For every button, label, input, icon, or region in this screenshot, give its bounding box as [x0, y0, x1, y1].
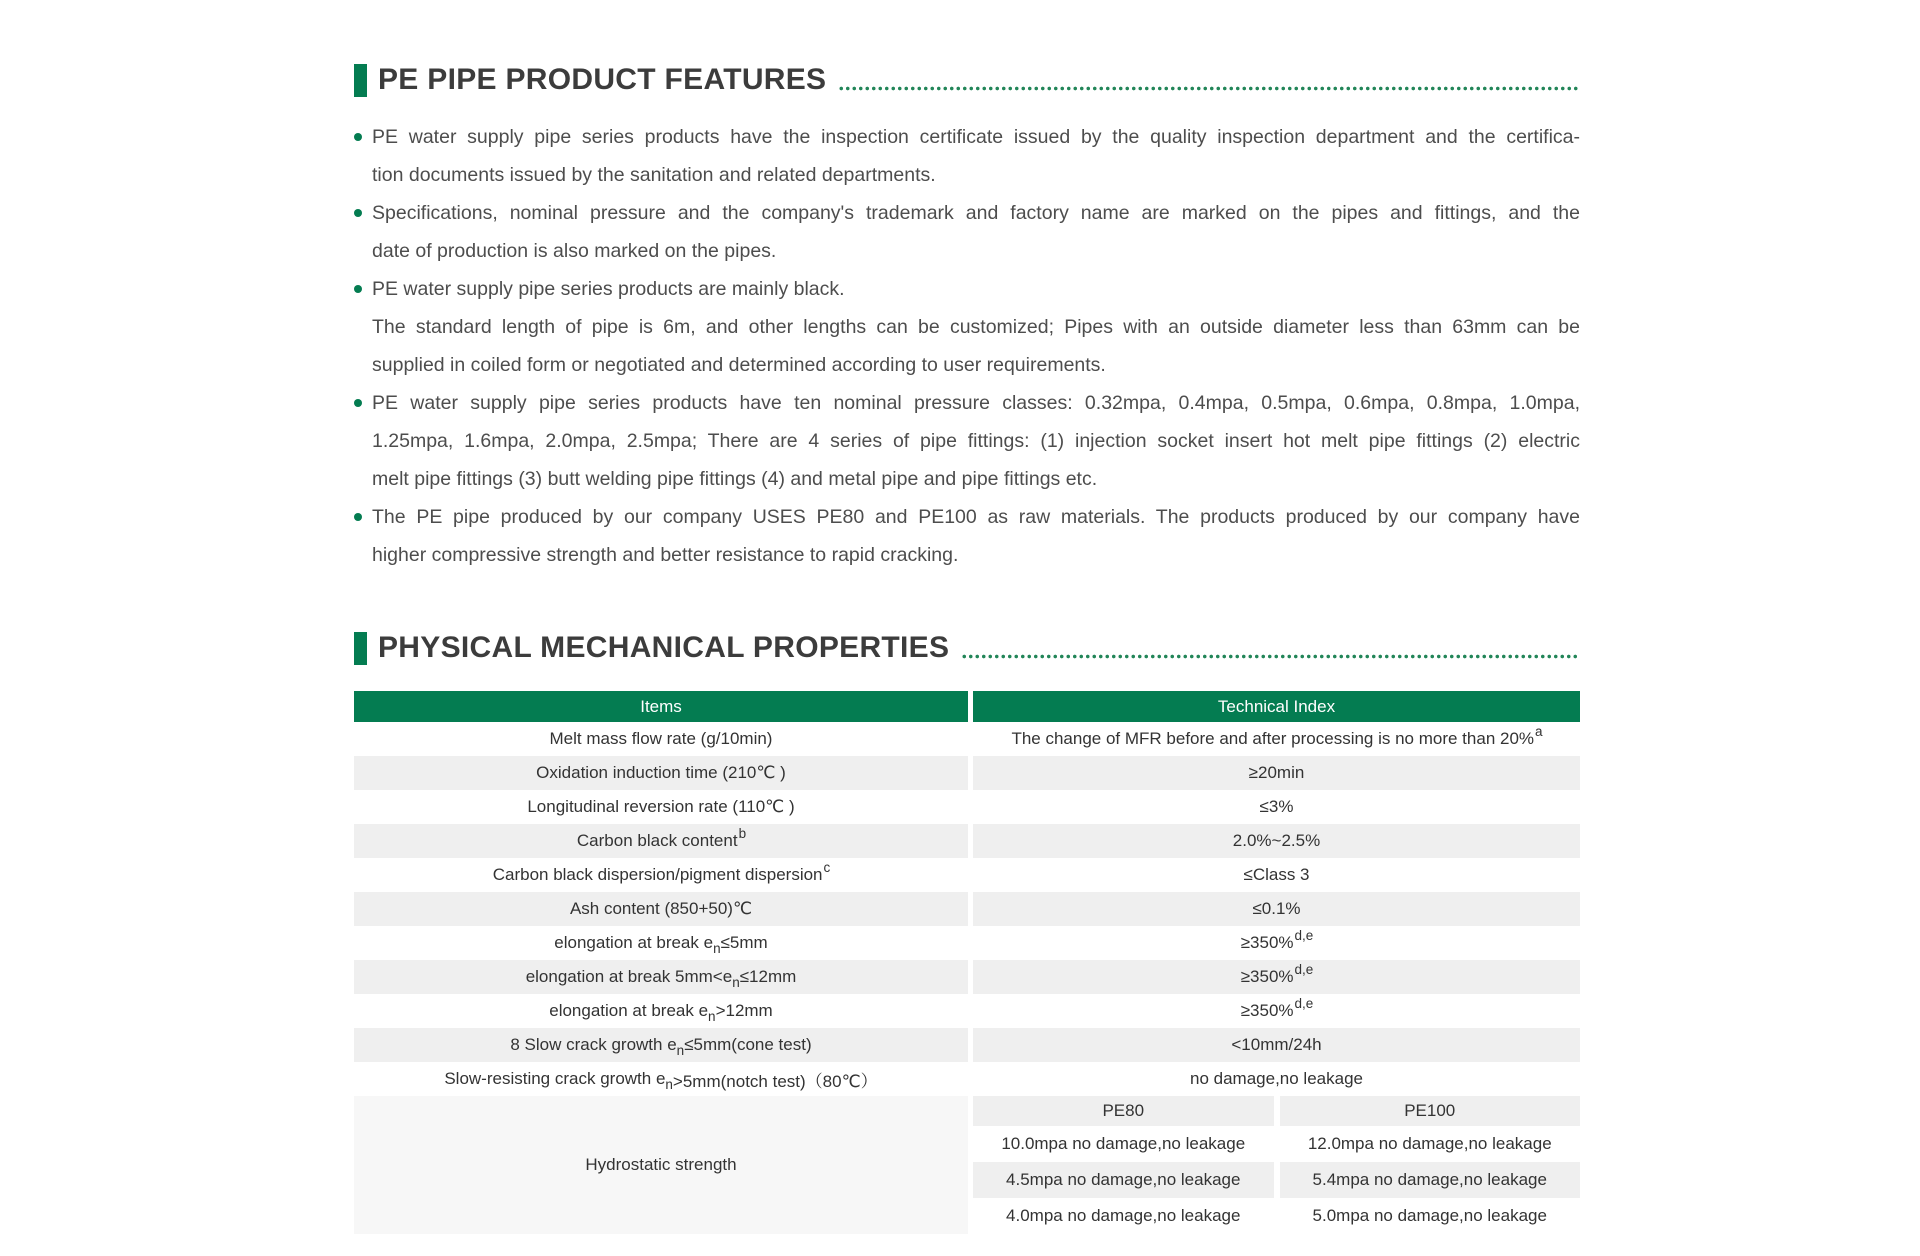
hydro-value-cell: 5.4mpa no damage,no leakage [1280, 1162, 1581, 1198]
table-row [354, 756, 1580, 790]
bullet-text: PE water supply pipe series products have the inspection certificate issued by the quality inspection department and the certifica- [372, 126, 1580, 148]
tech-cell [973, 756, 1580, 790]
item-text: 8 Slow crack growth e [510, 1035, 677, 1054]
hydrostatic-values [973, 1096, 1580, 1234]
tech-text: 2.0%~2.5% [1232, 831, 1321, 850]
bullet-text: The standard length of pipe is 6m, and other lengths can be customized; Pipes with an outside diameter less than 63mm can be [372, 316, 1580, 338]
tech-cell: The change of MFR before and after processing is no more than 20% $^a$ [1011, 724, 1543, 748]
table-row [354, 722, 1580, 756]
item-cell [354, 756, 968, 790]
tech-text: The change of MFR before and after processing is no more than 20% [1011, 729, 1535, 748]
bullet-text: PE water supply pipe series products have ten nominal pressure classes: 0.32mpa, 0.4mpa, 0.5mpa, 0.6mpa, 0.8mpa, 1.0mpa, [372, 392, 1580, 414]
bullet-text: 1.25mpa, 1.6mpa, 2.0mpa, 2.5mpa; There are 4 series of pipe fittings: (1) injection socket insert hot melt pipe fittings (2) electric [372, 430, 1580, 452]
properties-table [354, 691, 1580, 1234]
item-text: >5mm(notch test)（80℃） [672, 1071, 878, 1091]
tech-text: ≥350% [1240, 933, 1294, 952]
tech-cell [973, 892, 1580, 926]
item-text: ≤5mm [720, 933, 768, 952]
bullet-text: Specifications, nominal pressure and the company's trademark and factory name are marked on the pipes and fittings, and the [372, 202, 1580, 224]
dotted-leader-line [961, 654, 1580, 659]
properties-section-title: PHYSICAL MECHANICAL PROPERTIES [378, 631, 950, 664]
item-text: Carbon black content [576, 831, 738, 850]
item-cell: elongation at break 5mm<e $_n$ ≤12mm [354, 960, 968, 994]
table-row [354, 960, 1580, 994]
tech-text: <10mm/24h [1231, 1035, 1322, 1054]
tech-text: ≤3% [1259, 797, 1294, 816]
bullet-text: melt pipe fittings (3) butt welding pipe fittings (4) and metal pipe and pipe fittings etc. [372, 468, 1098, 490]
table-row [354, 994, 1580, 1028]
tech-cell [973, 790, 1580, 824]
tech-text: ≥20min [1248, 763, 1305, 782]
item-text: elongation at break 5mm<e [525, 967, 733, 986]
bullet-dot-icon [354, 399, 362, 407]
item-text: ≤12mm [739, 967, 797, 986]
tech-text: ≤Class 3 [1243, 865, 1310, 884]
bullet-line [354, 194, 1580, 232]
item-cell [354, 722, 968, 756]
hydro-value-cell: 5.0mpa no damage,no leakage [1312, 1206, 1547, 1225]
table-row [354, 1062, 1580, 1096]
bullet-dot-icon [354, 209, 362, 217]
item-text: Longitudinal reversion rate (110℃ ) [527, 797, 795, 816]
pe80-col-header: PE80 [973, 1096, 1274, 1126]
bullet-line [354, 308, 1580, 346]
item-text: Oxidation induction time (210℃ ) [536, 763, 786, 782]
item-cell [354, 892, 968, 926]
page-content [354, 0, 1580, 1234]
bullet-text: date of production is also marked on the pipes. [372, 240, 777, 262]
tech-text: ≤0.1% [1252, 899, 1301, 918]
tech-cell [973, 1062, 1580, 1096]
item-text: Hydrostatic strength [585, 1155, 737, 1174]
item-cell: elongation at break e $_n$ >12mm [549, 1001, 773, 1024]
tech-cell: ≥350% $^{d,e}$ [1240, 996, 1314, 1020]
item-cell: Carbon black dispersion/pigment dispersion $^c$ [492, 860, 831, 884]
features-section-header [354, 62, 1580, 98]
bullet-dot-icon [354, 133, 362, 141]
tech-text: ≥350% [1240, 967, 1294, 986]
bullet-line [354, 498, 1580, 536]
bullet-text: higher compressive strength and better resistance to rapid cracking. [372, 544, 959, 566]
bullet-line [354, 156, 1580, 194]
bullet-line [354, 270, 1580, 308]
hydro-subheader-row [973, 1096, 1580, 1126]
bullet-dot-icon [354, 285, 362, 293]
item-text: elongation at break e [549, 1001, 709, 1020]
tech-cell [973, 824, 1580, 858]
hydro-value-cell: 10.0mpa no damage,no leakage [1001, 1134, 1246, 1153]
tech-cell: ≥350% $^{d,e}$ [973, 960, 1580, 994]
bullet-line [354, 232, 1580, 270]
item-cell: Slow-resisting crack growth e $_n$ >5mm(notch test)（80℃） [354, 1062, 968, 1096]
section-marker-icon [354, 64, 367, 97]
bullet-text: supplied in coiled form or negotiated and determined according to user requirements. [372, 354, 1106, 376]
hydro-value-cell: 4.0mpa no damage,no leakage [1006, 1206, 1241, 1225]
bullet-line [354, 118, 1580, 156]
hydro-value-row [973, 1126, 1580, 1162]
table-header-row [354, 691, 1580, 722]
bullet-line [354, 384, 1580, 422]
hydrostatic-strength-block [354, 1096, 1580, 1234]
features-bullet-list [354, 118, 1580, 574]
table-row [354, 926, 1580, 960]
features-section-title: PE PIPE PRODUCT FEATURES [378, 63, 827, 96]
table-row [354, 790, 1580, 824]
item-text: elongation at break e [554, 933, 714, 952]
item-cell: Carbon black content $^b$ [354, 824, 968, 858]
tech-cell [973, 858, 1580, 892]
hydro-value-cell: 12.0mpa no damage,no leakage [1307, 1134, 1552, 1153]
table-row [354, 892, 1580, 926]
bullet-text: PE water supply pipe series products are mainly black. [372, 278, 845, 300]
tech-cell [973, 1028, 1580, 1062]
table-row [354, 1028, 1580, 1062]
dotted-leader-line [838, 86, 1580, 91]
hydro-value-row [973, 1198, 1580, 1234]
bullet-line [354, 422, 1580, 460]
table-row [354, 858, 1580, 892]
pe100-col-header: PE100 [1280, 1096, 1581, 1126]
tech-text: no damage,no leakage [1190, 1069, 1363, 1088]
tech-text: ≥350% [1240, 1001, 1294, 1020]
hydrostatic-item-cell [354, 1096, 968, 1234]
table-row [354, 824, 1580, 858]
item-cell [354, 790, 968, 824]
item-text: >12mm [715, 1001, 773, 1020]
table-header-items: Items [354, 691, 968, 722]
hydro-value-cell: 4.5mpa no damage,no leakage [973, 1162, 1274, 1198]
hydro-value-row [973, 1162, 1580, 1198]
item-cell: elongation at break e $_n$ ≤5mm [554, 933, 768, 956]
bullet-line [354, 460, 1580, 498]
tech-cell: ≥350% $^{d,e}$ [1240, 928, 1314, 952]
properties-section-header [354, 630, 1580, 666]
table-header-tech: Technical Index [973, 691, 1580, 722]
bullet-text: The PE pipe produced by our company USES PE80 and PE100 as raw materials. The products produced by our company have [372, 506, 1580, 528]
item-text: Slow-resisting crack growth e [444, 1069, 666, 1088]
item-text: ≤5mm(cone test) [684, 1035, 812, 1054]
item-text: Melt mass flow rate (g/10min) [549, 729, 773, 748]
bullet-line [354, 536, 1580, 574]
bullet-dot-icon [354, 513, 362, 521]
bullet-text: tion documents issued by the sanitation and related departments. [372, 164, 936, 186]
item-text: Ash content (850+50)℃ [569, 899, 753, 918]
item-cell: 8 Slow crack growth e $_n$ ≤5mm(cone test) [354, 1028, 968, 1062]
bullet-line [354, 346, 1580, 384]
item-text: Carbon black dispersion/pigment dispersion [492, 865, 823, 884]
section-marker-icon [354, 632, 367, 665]
